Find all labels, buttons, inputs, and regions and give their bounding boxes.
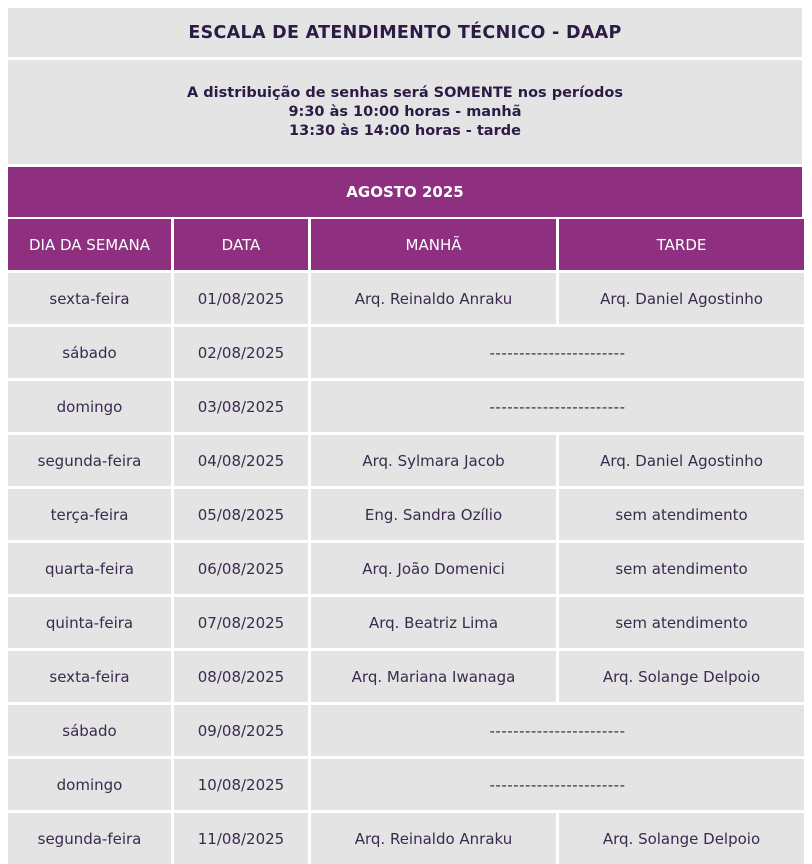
table-cell-afternoon: Arq. Daniel Agostinho [559, 273, 804, 324]
notice-line-1: A distribuição de senhas será SOMENTE nos períodos [187, 84, 623, 101]
table-cell-day: segunda-feira [8, 435, 171, 486]
table-cell-date: 05/08/2025 [174, 489, 308, 540]
table-cell-morning: Arq. Mariana Iwanaga [311, 651, 556, 702]
page-title: ESCALA DE ATENDIMENTO TÉCNICO - DAAP [8, 8, 802, 57]
table-cell-date: 01/08/2025 [174, 273, 308, 324]
table-cell-afternoon: sem atendimento [559, 597, 804, 648]
table-cell-closed: ----------------------- [311, 705, 804, 756]
table-cell-day: domingo [8, 381, 171, 432]
table-cell-day: sábado [8, 327, 171, 378]
table-cell-day: terça-feira [8, 489, 171, 540]
table-cell-morning: Arq. Sylmara Jacob [311, 435, 556, 486]
table-cell-morning: Arq. João Domenici [311, 543, 556, 594]
table-cell-date: 06/08/2025 [174, 543, 308, 594]
table-cell-afternoon: Arq. Daniel Agostinho [559, 435, 804, 486]
table-cell-afternoon: sem atendimento [559, 489, 804, 540]
table-cell-date: 09/08/2025 [174, 705, 308, 756]
table-cell-afternoon: Arq. Solange Delpoio [559, 651, 804, 702]
schedule-table [8, 219, 803, 864]
table-cell-date: 04/08/2025 [174, 435, 308, 486]
column-header-morning: MANHÃ [311, 219, 556, 270]
month-header: AGOSTO 2025 [8, 167, 802, 217]
table-cell-day: quinta-feira [8, 597, 171, 648]
table-cell-day: segunda-feira [8, 813, 171, 864]
column-header-date: DATA [174, 219, 308, 270]
table-cell-day: sexta-feira [8, 651, 171, 702]
table-cell-afternoon: Arq. Solange Delpoio [559, 813, 804, 864]
table-cell-date: 11/08/2025 [174, 813, 308, 864]
table-cell-date: 08/08/2025 [174, 651, 308, 702]
table-cell-day: sábado [8, 705, 171, 756]
table-cell-date: 02/08/2025 [174, 327, 308, 378]
table-cell-date: 10/08/2025 [174, 759, 308, 810]
table-cell-date: 03/08/2025 [174, 381, 308, 432]
notice-box [8, 60, 802, 164]
notice-line-3: 13:30 às 14:00 horas - tarde [289, 122, 521, 139]
table-cell-afternoon: sem atendimento [559, 543, 804, 594]
table-cell-closed: ----------------------- [311, 381, 804, 432]
table-cell-day: quarta-feira [8, 543, 171, 594]
table-cell-closed: ----------------------- [311, 759, 804, 810]
column-header-day: DIA DA SEMANA [8, 219, 171, 270]
column-header-afternoon: TARDE [559, 219, 804, 270]
table-cell-closed: ----------------------- [311, 327, 804, 378]
table-cell-morning: Eng. Sandra Ozílio [311, 489, 556, 540]
table-cell-morning: Arq. Reinaldo Anraku [311, 273, 556, 324]
table-cell-morning: Arq. Reinaldo Anraku [311, 813, 556, 864]
table-cell-day: domingo [8, 759, 171, 810]
notice-line-2: 9:30 às 10:00 horas - manhã [288, 103, 522, 120]
table-cell-morning: Arq. Beatriz Lima [311, 597, 556, 648]
table-cell-date: 07/08/2025 [174, 597, 308, 648]
table-cell-day: sexta-feira [8, 273, 171, 324]
